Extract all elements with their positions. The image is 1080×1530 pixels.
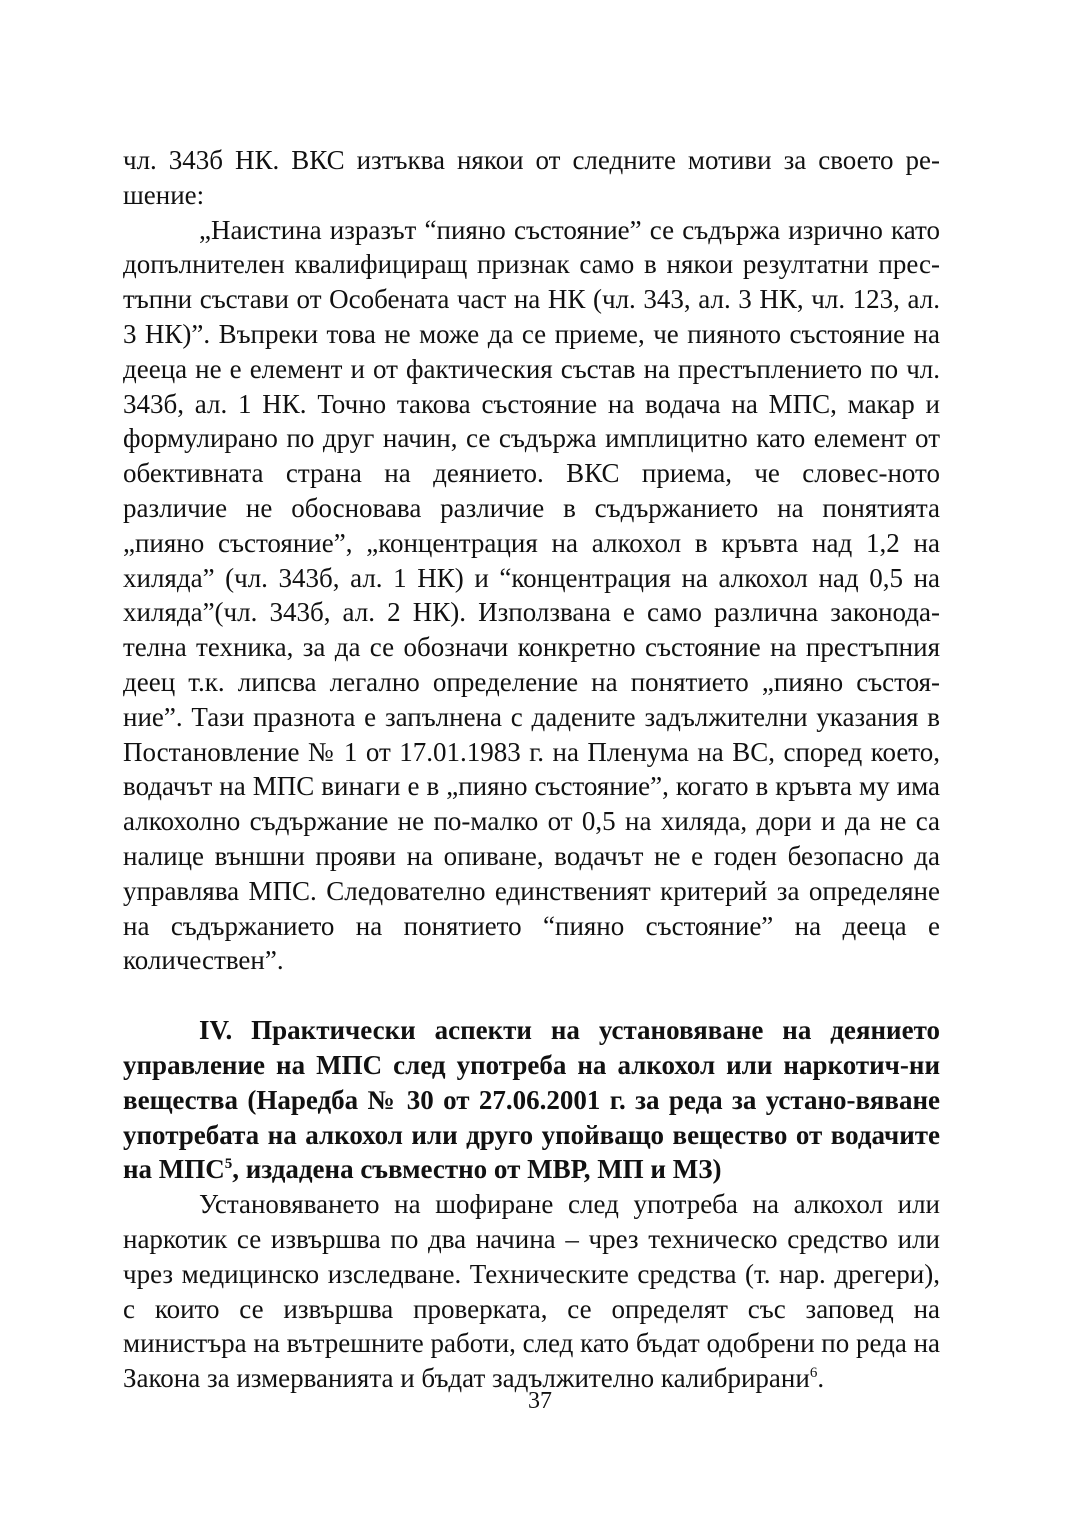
paragraph-intro: чл. 343б НК. ВКС изтъква някои от следните мотиви за своето ре-шение: bbox=[123, 145, 940, 210]
footnote-ref-6[interactable]: 6 bbox=[809, 1365, 818, 1382]
footnote-ref-5[interactable]: 5 bbox=[224, 1156, 233, 1173]
heading-text-end: , издадена съвместно от МВР, МП и МЗ) bbox=[232, 1154, 722, 1185]
paragraph-methods bbox=[123, 1187, 940, 1396]
section-heading bbox=[123, 1013, 940, 1187]
page-content bbox=[123, 143, 940, 1396]
paragraph-methods-text: Установяването на шофиране след употреба на алкохол или наркотик се извършва по два начина – чрез техническо средство или чрез медицинско изследване. Техническите средства (т. нар. дрегери), с които се извършва проверката, се определят със заповед на министъра на вътрешните работи, след като бъдат одобрени по реда на Закона за измерванията и бъдат задължително калибрирани bbox=[123, 1189, 941, 1394]
paragraph-quote: „Наистина изразът “пияно състояние” се съдържа изрично като допълнителен квалифициращ признак само в някои резултатни прес-тъпни състави от Особената част на НК (чл. 343, ал. 3 НК, чл. 123, ал. 3 НК)”. Въпреки това не може да се приеме, че пияното състояние на дееца не е елемент и от фактическия състав на престъплението по чл. 343б, ал. 1 НК. Точно такова състояние на водача на МПС, макар и формулирано по друг начин, се съдържа имплицитно като елемент от обективната страна на деянието. ВКС приема, че словес-ното различие не обосновава различие в съдържанието на понятията „пияно състояние”, „концентрация на алкохол в кръвта над 1,2 на хиляда” (чл. 343б, ал. 1 НК) и “концентрация на алкохол над 0,5 на хиляда”(чл. 343б, ал. 2 НК). Използвана е само различна законода-телна техника, за да се обозначи конкретно състояние на престъпния деец т.к. липсва легално определение на понятието „пияно състоя-ние”. Тази празнота е запълнена с дадените задължителни указания в Постановление № 1 от 17.01.1983 г. на Пленума на ВС, според което, водачът на МПС винаги е в „пияно състояние”, когато в кръвта му има алкохолно съдържание не по-малко от 0,5 на хиляда, дори и да не са налице външни прояви на опиване, водачът не е годен безопасно да управлява МПС. Следователно единственият критерий за определяне на съдържанието на понятието “пияно състояние” на дееца е количествен”. bbox=[123, 214, 940, 976]
paragraph-methods-end: . bbox=[817, 1363, 825, 1394]
page-number: 37 bbox=[528, 1388, 552, 1414]
heading-text: IV. Практически аспекти на установяване на деянието управление на МПС след употреба на алкохол или наркотич-ни вещества (Наредба № 30 от 27.06.2001 г. за реда за устано-вяване употребата на алкохол или друго упойващо вещество от водачите на МПС bbox=[123, 1015, 940, 1185]
